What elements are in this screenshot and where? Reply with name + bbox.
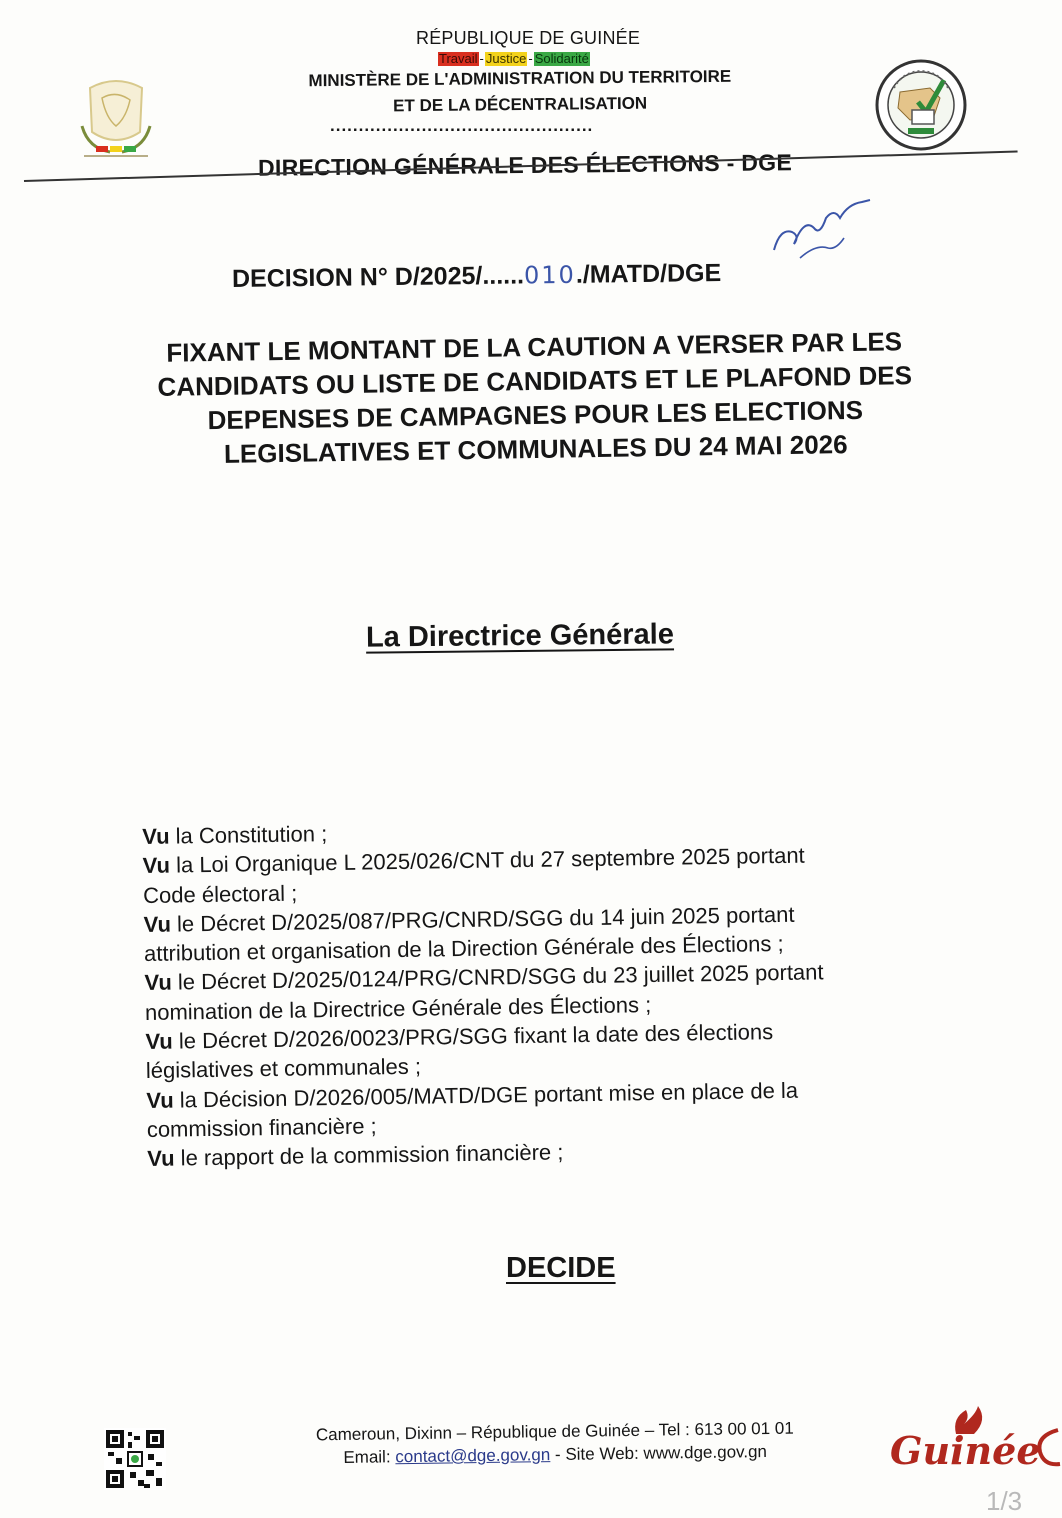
visa-line: Vu la Loi Organique L 2025/026/CNT du 27 septembre 2025 portant [142,842,805,879]
decision-number-dot: . [575,260,583,289]
footer-email-link[interactable]: contact@dge.gov.gn [395,1445,551,1467]
decision-title [129,324,941,473]
visa-line: Vu le Décret D/2025/087/PRG/CNRD/SGG du 14 juin 2025 portant [143,901,795,937]
page-indicator: 1/3 [986,1486,1023,1516]
dge-seal-icon [874,58,968,152]
title-line-2: CANDIDATS OU LISTE DE CANDIDATS ET LE PLAFOND DES [157,360,913,402]
motto-solidarity: Solidarité [534,51,589,66]
visa-line: Vu le rapport de la commission financière ; [147,1139,564,1172]
footer-email-line: Email: contact@dge.gov.gn - Site Web: www.dge.gov.gn [343,1442,768,1467]
decision-dots: ...... [482,261,525,290]
decision-number [232,259,722,294]
visa-line: Vu la Constitution ; [142,821,328,849]
brand-tail-icon [1030,1424,1062,1474]
coat-of-arms-icon [70,68,162,168]
footer-site: - Site Web: www.dge.gov.gn [550,1442,768,1465]
ministry-line-2: ET DE LA DÉCENTRALISATION [393,93,648,116]
decision-prefix: DECISION N° D/2025/ [231,261,483,293]
visa-line: Vu le Décret D/2026/0023/PRG/SGG fixant la date des élections [145,1019,774,1055]
signatory-heading: La Directrice Générale [365,618,675,654]
motto-justice: Justice [485,51,527,66]
visa-line: Vu la Décision D/2026/005/MATD/DGE portant mise en place de la [146,1077,799,1113]
visa-line: attribution et organisation de la Direction Générale des Élections ; [143,931,784,967]
visa-line: législatives et communales ; [145,1054,422,1084]
visa-line: nomination de la Directrice Générale des Élections ; [144,991,652,1025]
title-line-3: DEPENSES DE CAMPAGNES POUR LES ELECTIONS [207,394,864,436]
qr-code-icon [104,1428,166,1490]
motto-sep-2: - [528,51,533,66]
visa-list [142,810,937,1174]
footer-contact [270,1416,841,1470]
decision-suffix: /MATD/DGE [582,259,722,289]
visa-line: Vu le Décret D/2025/0124/PRG/CNRD/SGG du 23 juillet 2025 portant [144,959,824,996]
republic-label: RÉPUBLIQUE DE GUINÉE [416,28,641,48]
motto-sep-1: - [479,51,484,66]
header-dot-separator: .............................................. [330,116,594,135]
decision-handwritten-number: 010 [523,260,577,290]
motto-work: Travail [439,51,478,66]
decide-heading: DECIDE [506,1252,616,1284]
visa-line: commission financière ; [146,1113,377,1142]
ministry-line-1: MINISTÈRE DE L'ADMINISTRATION DU TERRITOIRE [308,66,732,91]
guinee-brand: Guinée [890,1428,1041,1473]
direction-title: DIRECTION GÉNÉRALE DES ÉLECTIONS - DGE [257,149,793,181]
visa-line: Code électoral ; [142,880,298,908]
title-line-1: FIXANT LE MONTANT DE LA CAUTION A VERSER PAR LES [166,326,903,368]
handwritten-initials-icon [770,188,880,268]
national-motto [438,52,590,66]
title-line-4: LEGISLATIVES ET COMMUNALES DU 24 MAI 2026 [223,429,848,469]
footer-address: Cameroun, Dixinn – République de Guinée – Tel : 613 00 01 01 [315,1418,794,1445]
ministry-name [300,64,741,121]
